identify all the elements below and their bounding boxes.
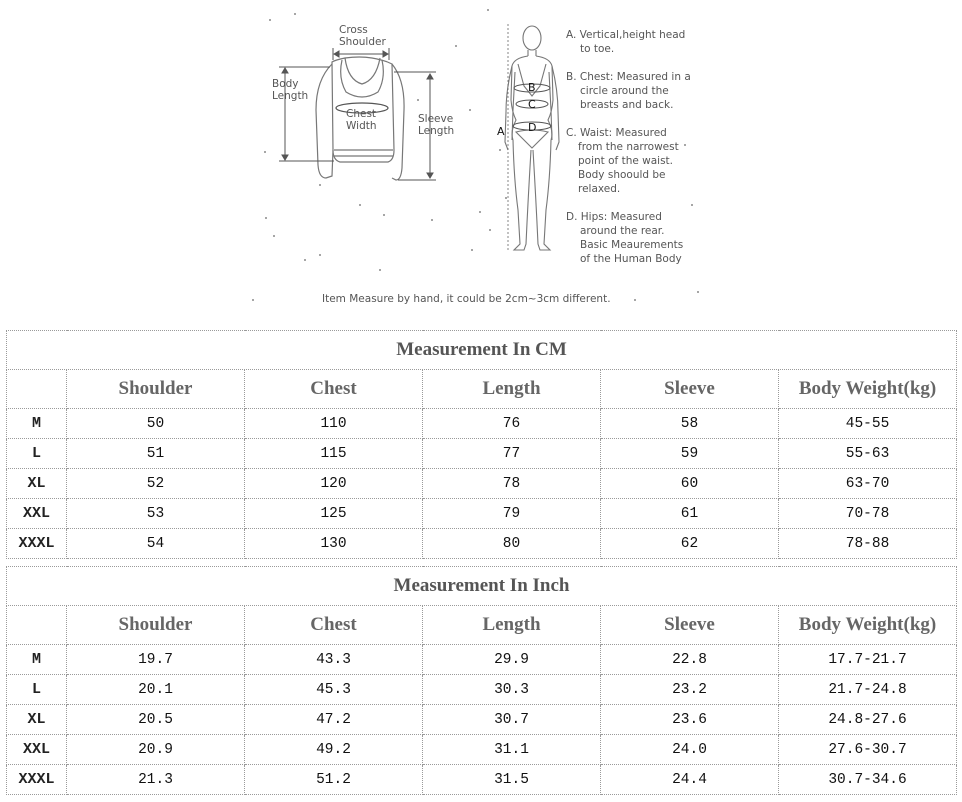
table-cell: 50 — [67, 409, 245, 439]
size-label: M — [7, 645, 67, 675]
table-cell: 21.7-24.8 — [779, 675, 957, 705]
table-row — [7, 469, 957, 499]
table-row — [7, 765, 957, 795]
table-cell: 20.9 — [67, 735, 245, 765]
table-row — [7, 529, 957, 559]
note-line: circle around the — [580, 85, 669, 97]
table-row — [7, 409, 957, 439]
size-guide-illustration — [0, 0, 962, 322]
table-cell: 47.2 — [245, 705, 423, 735]
chest-width-label-2: Width — [346, 120, 377, 132]
table-row — [7, 675, 957, 705]
table-cell: 51.2 — [245, 765, 423, 795]
table-cell: 78 — [423, 469, 601, 499]
table-cell: 23.6 — [601, 705, 779, 735]
table-cell: 24.8-27.6 — [779, 705, 957, 735]
note-line: point of the waist. — [578, 155, 674, 167]
measure-disclaimer: Item Measure by hand, it could be 2cm~3cm different. — [322, 293, 611, 305]
cross-shoulder-label-1: Cross — [339, 24, 368, 36]
table-cell: 19.7 — [67, 645, 245, 675]
note-line: Basic Meaurements — [580, 239, 684, 251]
note-line: D. Hips: Measured — [566, 211, 662, 223]
note-line: Body shoould be — [578, 169, 666, 181]
note-line: relaxed. — [578, 183, 621, 195]
table-title-cm: Measurement In CM — [7, 331, 957, 370]
table-cell: 20.5 — [67, 705, 245, 735]
note-line: to toe. — [580, 43, 615, 55]
size-label: XXL — [7, 735, 67, 765]
table-header-row — [7, 370, 957, 409]
table-cell: 53 — [67, 499, 245, 529]
table-cell: 24.4 — [601, 765, 779, 795]
marker-a: A — [497, 125, 505, 138]
table-cell: 20.1 — [67, 675, 245, 705]
table-cell: 22.8 — [601, 645, 779, 675]
table-cell: 24.0 — [601, 735, 779, 765]
table-cell: 120 — [245, 469, 423, 499]
header-body-weight: Body Weight(kg) — [779, 606, 957, 645]
chest-width-label-1: Chest — [346, 108, 377, 120]
table-cell: 61 — [601, 499, 779, 529]
note-line: A. Vertical,height head — [566, 29, 686, 41]
size-label: XXXL — [7, 529, 67, 559]
table-header-row — [7, 606, 957, 645]
header-shoulder: Shoulder — [67, 370, 245, 409]
note-line: from the narrowest — [578, 141, 679, 153]
table-cell: 60 — [601, 469, 779, 499]
header-cell — [7, 370, 67, 409]
table-cell: 30.7 — [423, 705, 601, 735]
header-length: Length — [423, 606, 601, 645]
header-shoulder: Shoulder — [67, 606, 245, 645]
table-cell: 110 — [245, 409, 423, 439]
table-cell: 45-55 — [779, 409, 957, 439]
note-line: C. Waist: Measured — [566, 127, 667, 139]
size-label: XL — [7, 705, 67, 735]
table-title-inch: Measurement In Inch — [7, 567, 957, 606]
table-row — [7, 705, 957, 735]
table-cell: 58 — [601, 409, 779, 439]
marker-d: D — [528, 121, 537, 134]
table-row — [7, 645, 957, 675]
table-cell: 125 — [245, 499, 423, 529]
table-cell: 27.6-30.7 — [779, 735, 957, 765]
table-cell: 76 — [423, 409, 601, 439]
note-line: breasts and back. — [580, 99, 674, 111]
table-row — [7, 499, 957, 529]
table-cell: 77 — [423, 439, 601, 469]
table-cell: 115 — [245, 439, 423, 469]
table-row — [7, 735, 957, 765]
table-cell: 79 — [423, 499, 601, 529]
header-length: Length — [423, 370, 601, 409]
measurement-diagram — [0, 0, 962, 322]
marker-b: B — [528, 81, 536, 94]
table-cell: 49.2 — [245, 735, 423, 765]
body-length-label-1: Body — [272, 78, 299, 90]
table-cell: 52 — [67, 469, 245, 499]
table-cell: 59 — [601, 439, 779, 469]
table-cell: 43.3 — [245, 645, 423, 675]
table-cell: 31.5 — [423, 765, 601, 795]
table-cell: 17.7-21.7 — [779, 645, 957, 675]
sleeve-length-label-2: Length — [418, 125, 455, 137]
size-label: XXL — [7, 499, 67, 529]
table-cell: 51 — [67, 439, 245, 469]
body-length-label-2: Length — [272, 90, 309, 102]
table-cell: 21.3 — [67, 765, 245, 795]
table-cell: 31.1 — [423, 735, 601, 765]
header-cell — [7, 606, 67, 645]
cross-shoulder-label-2: Shoulder — [339, 36, 386, 48]
table-cell: 30.7-34.6 — [779, 765, 957, 795]
header-body-weight: Body Weight(kg) — [779, 370, 957, 409]
header-chest: Chest — [245, 606, 423, 645]
table-cell: 30.3 — [423, 675, 601, 705]
table-cell: 63-70 — [779, 469, 957, 499]
marker-c: C — [528, 98, 536, 111]
table-cell: 70-78 — [779, 499, 957, 529]
table-cell: 78-88 — [779, 529, 957, 559]
size-table-cm — [6, 330, 957, 559]
table-cell: 45.3 — [245, 675, 423, 705]
table-cell: 130 — [245, 529, 423, 559]
header-chest: Chest — [245, 370, 423, 409]
note-line: of the Human Body — [580, 253, 682, 265]
size-label: XXXL — [7, 765, 67, 795]
table-cell: 29.9 — [423, 645, 601, 675]
size-label: XL — [7, 469, 67, 499]
size-table-inch — [6, 566, 957, 795]
table-cell: 54 — [67, 529, 245, 559]
table-cell: 62 — [601, 529, 779, 559]
size-label: M — [7, 409, 67, 439]
size-label: L — [7, 439, 67, 469]
table-cell: 80 — [423, 529, 601, 559]
header-sleeve: Sleeve — [601, 370, 779, 409]
header-sleeve: Sleeve — [601, 606, 779, 645]
note-line: B. Chest: Measured in a — [566, 71, 691, 83]
note-line: around the rear. — [580, 225, 665, 237]
size-label: L — [7, 675, 67, 705]
sleeve-length-label-1: Sleeve — [418, 113, 454, 125]
human-body-icon — [505, 26, 559, 250]
table-row — [7, 439, 957, 469]
table-cell: 55-63 — [779, 439, 957, 469]
table-cell: 23.2 — [601, 675, 779, 705]
